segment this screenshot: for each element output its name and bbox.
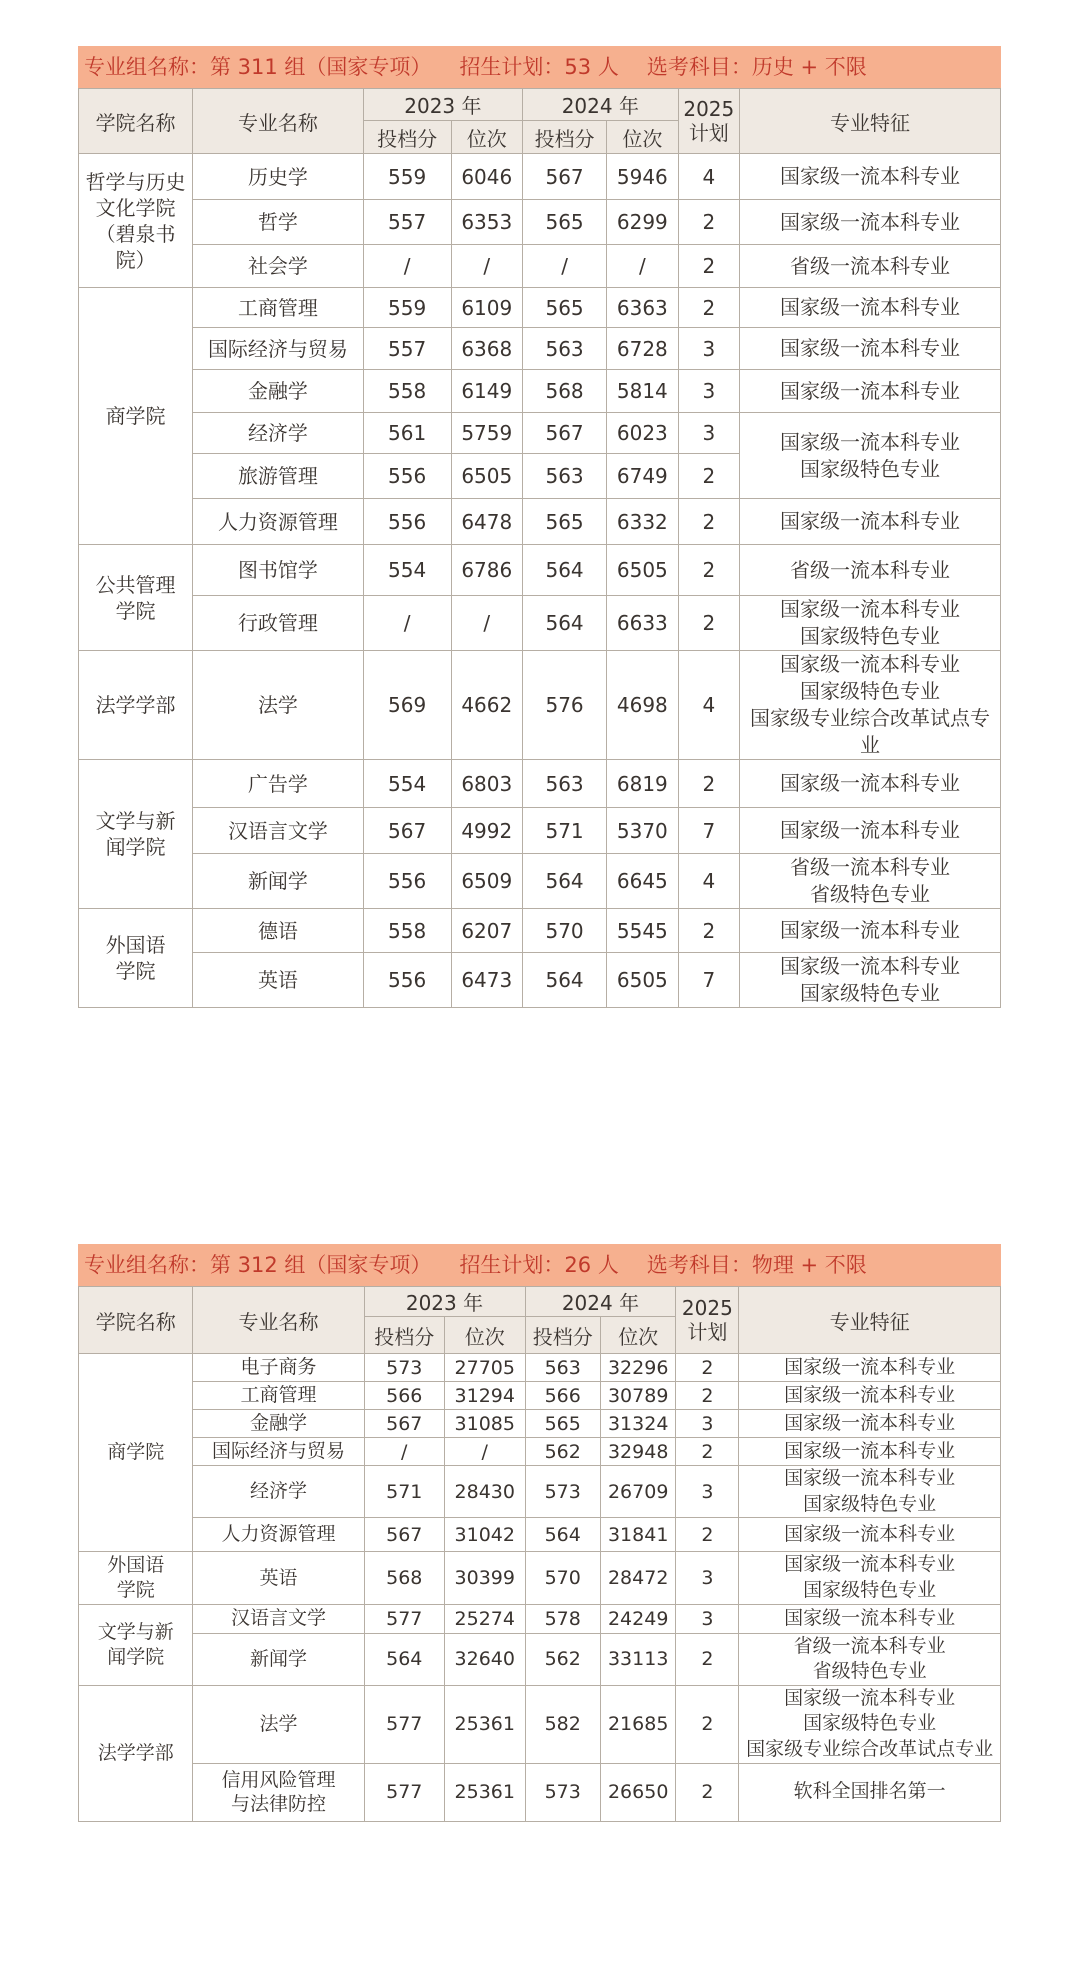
major-name: 经济学 bbox=[193, 413, 364, 454]
table-row bbox=[79, 200, 1001, 245]
plan-2025: 2 bbox=[678, 760, 739, 808]
rank-2024: 31324 bbox=[600, 1410, 675, 1438]
rank-2024: 32296 bbox=[600, 1354, 675, 1382]
major-feature: 省级一流本科专业 bbox=[740, 245, 1001, 288]
plan-2025: 2 bbox=[678, 545, 739, 596]
college-name: 商学院 bbox=[79, 1354, 193, 1552]
score-2024: 564 bbox=[523, 854, 607, 909]
major-feature: 省级一流本科专业 省级特色专业 bbox=[740, 854, 1001, 909]
score-2023: 556 bbox=[363, 454, 451, 499]
enrollment-plan: 招生计划：53 人 bbox=[459, 55, 619, 79]
major-name: 金融学 bbox=[193, 1410, 364, 1438]
col-major-header: 专业名称 bbox=[193, 89, 364, 154]
rank-2024: 6299 bbox=[607, 200, 679, 245]
score-2024: 563 bbox=[525, 1354, 600, 1382]
college-name: 外国语 学院 bbox=[79, 1552, 193, 1604]
major-name: 电子商务 bbox=[193, 1354, 364, 1382]
major-feature: 国家级一流本科专业 bbox=[739, 1438, 1001, 1466]
col-major-header: 专业名称 bbox=[193, 1287, 364, 1354]
score-2024: 568 bbox=[523, 370, 607, 413]
major-name: 人力资源管理 bbox=[193, 1518, 364, 1552]
rank-2023: / bbox=[451, 596, 523, 651]
plan-2025: 2 bbox=[678, 596, 739, 651]
plan-2025: 7 bbox=[678, 808, 739, 854]
enrollment-plan: 招生计划：26 人 bbox=[459, 1253, 619, 1277]
table-row bbox=[79, 1410, 1001, 1438]
rank-2024: 31841 bbox=[600, 1518, 675, 1552]
rank-2024: 26650 bbox=[600, 1763, 675, 1821]
rank-2024: 6645 bbox=[607, 854, 679, 909]
major-name: 社会学 bbox=[193, 245, 364, 288]
plan-2025: 3 bbox=[678, 370, 739, 413]
table-row bbox=[79, 1763, 1001, 1821]
score-2024: 567 bbox=[523, 154, 607, 200]
score-2024: 562 bbox=[525, 1633, 600, 1685]
score-2024: 565 bbox=[523, 499, 607, 545]
rank-2024: 6819 bbox=[607, 760, 679, 808]
rank-2023: 31042 bbox=[444, 1518, 525, 1552]
major-name: 英语 bbox=[193, 953, 364, 1008]
major-feature: 省级一流本科专业 bbox=[740, 545, 1001, 596]
group-name: 专业组名称：第 312 组（国家专项） bbox=[84, 1253, 432, 1277]
score-2024: / bbox=[523, 245, 607, 288]
col-college-header: 学院名称 bbox=[79, 89, 193, 154]
plan-2025: 3 bbox=[676, 1410, 739, 1438]
score-2023: 556 bbox=[363, 499, 451, 545]
major-feature: 国家级一流本科专业 bbox=[740, 328, 1001, 370]
score-2024: 565 bbox=[525, 1410, 600, 1438]
major-feature: 国家级一流本科专业 bbox=[739, 1518, 1001, 1552]
rank-2023: 27705 bbox=[444, 1354, 525, 1382]
major-feature: 省级一流本科专业 省级特色专业 bbox=[739, 1633, 1001, 1685]
admission-table bbox=[78, 88, 1001, 1008]
college-name: 文学与新 闻学院 bbox=[79, 1604, 193, 1685]
score-2023: / bbox=[363, 596, 451, 651]
college-name: 哲学与历史 文化学院 （碧泉书院） bbox=[79, 154, 193, 288]
rank-2023: 28430 bbox=[444, 1466, 525, 1518]
col-plan2025-header: 2025 计划 bbox=[676, 1287, 739, 1354]
group-header bbox=[78, 1244, 1001, 1286]
plan-2025: 3 bbox=[676, 1552, 739, 1604]
score-2024: 573 bbox=[525, 1763, 600, 1821]
score-2023: 567 bbox=[364, 1518, 444, 1552]
col-2023-header: 2023 年 bbox=[363, 89, 522, 121]
major-feature: 国家级一流本科专业 bbox=[740, 909, 1001, 953]
score-2024: 564 bbox=[523, 545, 607, 596]
major-name: 图书馆学 bbox=[193, 545, 364, 596]
major-feature: 国家级一流本科专业 国家级特色专业 bbox=[740, 413, 1001, 499]
rank-2023: 6149 bbox=[451, 370, 523, 413]
table-row bbox=[79, 760, 1001, 808]
table-row bbox=[79, 545, 1001, 596]
score-2023: 568 bbox=[364, 1552, 444, 1604]
rank-2023: 25361 bbox=[444, 1685, 525, 1763]
major-name: 新闻学 bbox=[193, 1633, 364, 1685]
rank-2023: 6786 bbox=[451, 545, 523, 596]
col-feature-header: 专业特征 bbox=[740, 89, 1001, 154]
major-name: 历史学 bbox=[193, 154, 364, 200]
rank-2023: 6207 bbox=[451, 909, 523, 953]
group-312 bbox=[78, 1244, 1001, 1822]
plan-2025: 2 bbox=[676, 1518, 739, 1552]
score-2024: 564 bbox=[525, 1518, 600, 1552]
rank-2024: 28472 bbox=[600, 1552, 675, 1604]
score-2024: 565 bbox=[523, 288, 607, 328]
table-row bbox=[79, 1552, 1001, 1604]
rank-2023-header: 位次 bbox=[451, 121, 523, 154]
score-2023: 559 bbox=[363, 154, 451, 200]
header-row bbox=[79, 1287, 1001, 1317]
score-2023: 564 bbox=[364, 1633, 444, 1685]
score-2024: 576 bbox=[523, 651, 607, 760]
rank-2024: 5946 bbox=[607, 154, 679, 200]
score-2023: 556 bbox=[363, 854, 451, 909]
major-name: 英语 bbox=[193, 1552, 364, 1604]
score-2023: 573 bbox=[364, 1354, 444, 1382]
table-row bbox=[79, 1633, 1001, 1685]
table-row bbox=[79, 1604, 1001, 1633]
rank-2023: / bbox=[444, 1438, 525, 1466]
major-feature: 国家级一流本科专业 bbox=[740, 760, 1001, 808]
plan-2025: 2 bbox=[676, 1354, 739, 1382]
major-name: 法学 bbox=[193, 1685, 364, 1763]
col-2023-header: 2023 年 bbox=[364, 1287, 525, 1317]
rank-2024: 6505 bbox=[607, 953, 679, 1008]
score-2023: 558 bbox=[363, 370, 451, 413]
score-2023: 556 bbox=[363, 953, 451, 1008]
plan-2025: 2 bbox=[678, 909, 739, 953]
rank-2024: 6505 bbox=[607, 545, 679, 596]
table-row bbox=[79, 808, 1001, 854]
table-row bbox=[79, 1518, 1001, 1552]
major-feature: 国家级一流本科专业 bbox=[739, 1354, 1001, 1382]
score-2023: 571 bbox=[364, 1466, 444, 1518]
college-name: 外国语 学院 bbox=[79, 909, 193, 1008]
major-name: 广告学 bbox=[193, 760, 364, 808]
table-row bbox=[79, 651, 1001, 760]
major-feature: 国家级一流本科专业 国家级特色专业 国家级专业综合改革试点专业 bbox=[739, 1685, 1001, 1763]
score-2023: 558 bbox=[363, 909, 451, 953]
score-2023: 577 bbox=[364, 1685, 444, 1763]
rank-2024-header: 位次 bbox=[607, 121, 679, 154]
major-feature: 国家级一流本科专业 国家级特色专业 国家级专业综合改革试点专业 bbox=[740, 651, 1001, 760]
score-2024: 578 bbox=[525, 1604, 600, 1633]
rank-2023: 6803 bbox=[451, 760, 523, 808]
plan-2025: 2 bbox=[676, 1685, 739, 1763]
major-feature: 国家级一流本科专业 国家级特色专业 bbox=[739, 1466, 1001, 1518]
major-name: 德语 bbox=[193, 909, 364, 953]
table-row bbox=[79, 328, 1001, 370]
major-name: 国际经济与贸易 bbox=[193, 328, 364, 370]
score-2023: / bbox=[364, 1438, 444, 1466]
plan-2025: 2 bbox=[676, 1438, 739, 1466]
score-2023: 554 bbox=[363, 545, 451, 596]
rank-2024: 33113 bbox=[600, 1633, 675, 1685]
major-feature: 国家级一流本科专业 bbox=[739, 1604, 1001, 1633]
score-2024: 571 bbox=[523, 808, 607, 854]
score-2023: 559 bbox=[363, 288, 451, 328]
score-2023-header: 投档分 bbox=[363, 121, 451, 154]
rank-2023: 30399 bbox=[444, 1552, 525, 1604]
college-name: 法学学部 bbox=[79, 1685, 193, 1821]
major-name: 工商管理 bbox=[193, 1382, 364, 1410]
score-2023: 567 bbox=[364, 1410, 444, 1438]
score-2024: 563 bbox=[523, 760, 607, 808]
admission-table bbox=[78, 1286, 1001, 1822]
table-row bbox=[79, 1685, 1001, 1763]
college-name: 公共管理 学院 bbox=[79, 545, 193, 651]
rank-2024: 5814 bbox=[607, 370, 679, 413]
plan-2025: 2 bbox=[678, 245, 739, 288]
plan-2025: 4 bbox=[678, 154, 739, 200]
rank-2024: 6363 bbox=[607, 288, 679, 328]
plan-2025: 2 bbox=[676, 1633, 739, 1685]
rank-2023: 6505 bbox=[451, 454, 523, 499]
score-2023: 561 bbox=[363, 413, 451, 454]
score-2024: 567 bbox=[523, 413, 607, 454]
plan-2025: 2 bbox=[676, 1763, 739, 1821]
plan-2025: 2 bbox=[676, 1382, 739, 1410]
rank-2024: 6728 bbox=[607, 328, 679, 370]
rank-2024: 6332 bbox=[607, 499, 679, 545]
rank-2023: 4662 bbox=[451, 651, 523, 760]
plan-2025: 2 bbox=[678, 454, 739, 499]
major-name: 法学 bbox=[193, 651, 364, 760]
rank-2024: 21685 bbox=[600, 1685, 675, 1763]
score-2023: 557 bbox=[363, 328, 451, 370]
score-2023: / bbox=[363, 245, 451, 288]
score-2023: 569 bbox=[363, 651, 451, 760]
rank-2023: 6109 bbox=[451, 288, 523, 328]
major-feature: 国家级一流本科专业 国家级特色专业 bbox=[739, 1552, 1001, 1604]
rank-2024: 5545 bbox=[607, 909, 679, 953]
subject-requirement: 选考科目：历史 + 不限 bbox=[646, 55, 867, 79]
rank-2024: 6749 bbox=[607, 454, 679, 499]
table-row bbox=[79, 499, 1001, 545]
rank-2023-header: 位次 bbox=[444, 1317, 525, 1354]
score-2024: 570 bbox=[525, 1552, 600, 1604]
plan-2025: 2 bbox=[678, 200, 739, 245]
plan-2025: 3 bbox=[678, 328, 739, 370]
table-row bbox=[79, 1382, 1001, 1410]
score-2023-header: 投档分 bbox=[364, 1317, 444, 1354]
major-name: 汉语言文学 bbox=[193, 808, 364, 854]
col-feature-header: 专业特征 bbox=[739, 1287, 1001, 1354]
score-2023: 577 bbox=[364, 1604, 444, 1633]
score-2024-header: 投档分 bbox=[523, 121, 607, 154]
major-name: 新闻学 bbox=[193, 854, 364, 909]
group-311 bbox=[78, 46, 1001, 1008]
plan-2025: 3 bbox=[678, 413, 739, 454]
score-2023: 567 bbox=[363, 808, 451, 854]
plan-2025: 7 bbox=[678, 953, 739, 1008]
rank-2023: 6509 bbox=[451, 854, 523, 909]
rank-2024: 4698 bbox=[607, 651, 679, 760]
major-feature: 国家级一流本科专业 bbox=[739, 1382, 1001, 1410]
rank-2023: 31085 bbox=[444, 1410, 525, 1438]
major-name: 哲学 bbox=[193, 200, 364, 245]
score-2024: 564 bbox=[523, 596, 607, 651]
rank-2023: 25274 bbox=[444, 1604, 525, 1633]
major-name: 经济学 bbox=[193, 1466, 364, 1518]
rank-2023: 4992 bbox=[451, 808, 523, 854]
plan-2025: 3 bbox=[676, 1466, 739, 1518]
rank-2024-header: 位次 bbox=[600, 1317, 675, 1354]
plan-2025: 4 bbox=[678, 651, 739, 760]
major-feature: 国家级一流本科专业 国家级特色专业 bbox=[740, 596, 1001, 651]
table-row bbox=[79, 154, 1001, 200]
col-plan2025-header: 2025 计划 bbox=[678, 89, 739, 154]
col-college-header: 学院名称 bbox=[79, 1287, 193, 1354]
plan-2025: 4 bbox=[678, 854, 739, 909]
plan-2025: 2 bbox=[678, 288, 739, 328]
rank-2023: 6368 bbox=[451, 328, 523, 370]
major-feature: 国家级一流本科专业 bbox=[740, 370, 1001, 413]
table-row bbox=[79, 1354, 1001, 1382]
rank-2024: 32948 bbox=[600, 1438, 675, 1466]
score-2023: 554 bbox=[363, 760, 451, 808]
score-2024: 570 bbox=[523, 909, 607, 953]
score-2024-header: 投档分 bbox=[525, 1317, 600, 1354]
plan-2025: 2 bbox=[678, 499, 739, 545]
table-row bbox=[79, 245, 1001, 288]
major-name: 金融学 bbox=[193, 370, 364, 413]
major-name: 行政管理 bbox=[193, 596, 364, 651]
college-name: 法学学部 bbox=[79, 651, 193, 760]
score-2024: 565 bbox=[523, 200, 607, 245]
rank-2024: 26709 bbox=[600, 1466, 675, 1518]
major-name: 旅游管理 bbox=[193, 454, 364, 499]
score-2024: 563 bbox=[523, 454, 607, 499]
table-row bbox=[79, 370, 1001, 413]
major-feature: 国家级一流本科专业 国家级特色专业 bbox=[740, 953, 1001, 1008]
rank-2023: 31294 bbox=[444, 1382, 525, 1410]
rank-2023: 6478 bbox=[451, 499, 523, 545]
score-2023: 566 bbox=[364, 1382, 444, 1410]
score-2023: 557 bbox=[363, 200, 451, 245]
rank-2023: / bbox=[451, 245, 523, 288]
score-2024: 564 bbox=[523, 953, 607, 1008]
major-name: 汉语言文学 bbox=[193, 1604, 364, 1633]
col-2024-header: 2024 年 bbox=[525, 1287, 676, 1317]
table-row bbox=[79, 909, 1001, 953]
major-feature: 国家级一流本科专业 bbox=[740, 288, 1001, 328]
table-row bbox=[79, 596, 1001, 651]
table-row bbox=[79, 1466, 1001, 1518]
rank-2023: 6473 bbox=[451, 953, 523, 1008]
rank-2024: 6633 bbox=[607, 596, 679, 651]
plan-2025: 3 bbox=[676, 1604, 739, 1633]
rank-2023: 6046 bbox=[451, 154, 523, 200]
rank-2023: 25361 bbox=[444, 1763, 525, 1821]
rank-2023: 5759 bbox=[451, 413, 523, 454]
table-row bbox=[79, 1438, 1001, 1466]
rank-2024: 6023 bbox=[607, 413, 679, 454]
rank-2024: 30789 bbox=[600, 1382, 675, 1410]
score-2024: 573 bbox=[525, 1466, 600, 1518]
major-name: 信用风险管理 与法律防控 bbox=[193, 1763, 364, 1821]
table-row bbox=[79, 854, 1001, 909]
score-2024: 563 bbox=[523, 328, 607, 370]
group-header bbox=[78, 46, 1001, 88]
college-name: 文学与新 闻学院 bbox=[79, 760, 193, 909]
major-name: 国际经济与贸易 bbox=[193, 1438, 364, 1466]
score-2024: 582 bbox=[525, 1685, 600, 1763]
col-2024-header: 2024 年 bbox=[523, 89, 679, 121]
score-2023: 577 bbox=[364, 1763, 444, 1821]
major-feature: 国家级一流本科专业 bbox=[740, 154, 1001, 200]
major-feature: 国家级一流本科专业 bbox=[740, 499, 1001, 545]
major-name: 工商管理 bbox=[193, 288, 364, 328]
table-row bbox=[79, 413, 1001, 454]
score-2024: 566 bbox=[525, 1382, 600, 1410]
college-name: 商学院 bbox=[79, 288, 193, 545]
major-feature: 国家级一流本科专业 bbox=[739, 1410, 1001, 1438]
major-feature: 国家级一流本科专业 bbox=[740, 200, 1001, 245]
major-feature: 软科全国排名第一 bbox=[739, 1763, 1001, 1821]
rank-2023: 6353 bbox=[451, 200, 523, 245]
header-row bbox=[79, 89, 1001, 121]
table-row bbox=[79, 288, 1001, 328]
rank-2024: / bbox=[607, 245, 679, 288]
major-name: 人力资源管理 bbox=[193, 499, 364, 545]
major-feature: 国家级一流本科专业 bbox=[740, 808, 1001, 854]
rank-2023: 32640 bbox=[444, 1633, 525, 1685]
rank-2024: 5370 bbox=[607, 808, 679, 854]
table-row bbox=[79, 953, 1001, 1008]
group-name: 专业组名称：第 311 组（国家专项） bbox=[84, 55, 432, 79]
rank-2024: 24249 bbox=[600, 1604, 675, 1633]
subject-requirement: 选考科目：物理 + 不限 bbox=[646, 1253, 867, 1277]
score-2024: 562 bbox=[525, 1438, 600, 1466]
